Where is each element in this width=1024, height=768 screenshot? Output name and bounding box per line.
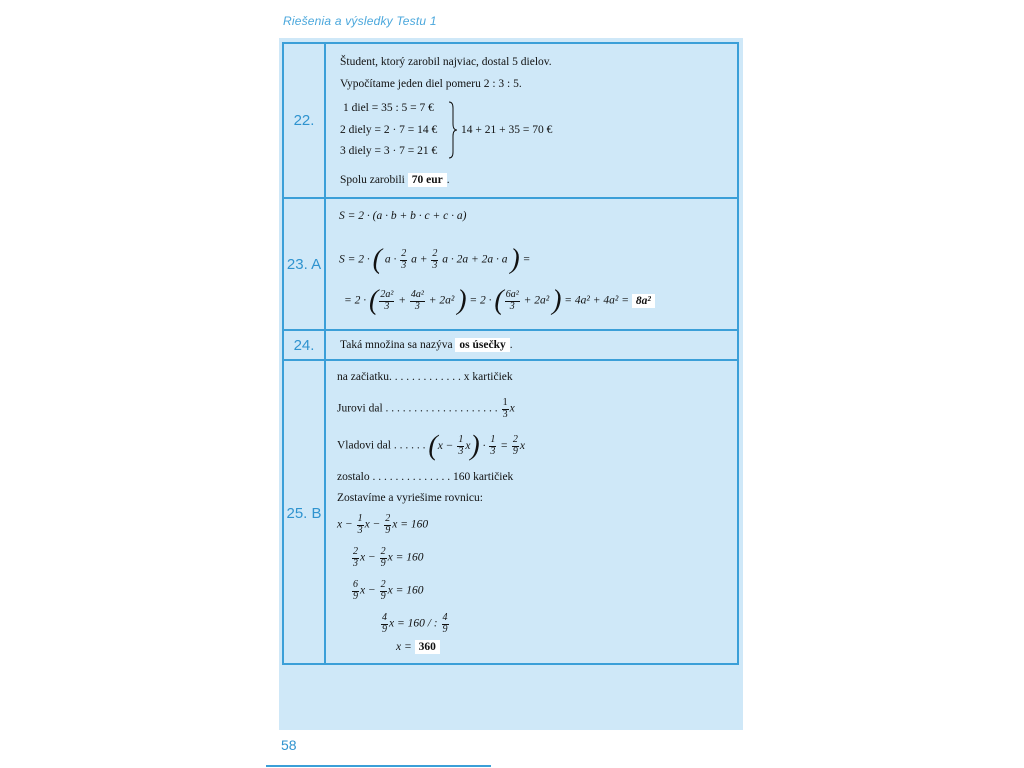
row-divider-24 bbox=[282, 359, 739, 361]
q25-row2-label: Jurovi dal . . . . . . . . . . . . . . . . . . . . bbox=[337, 402, 498, 415]
row-divider-22 bbox=[282, 197, 739, 199]
footer-rule bbox=[266, 765, 491, 767]
q23-answer-box: 8a² bbox=[632, 294, 655, 308]
q25-eq3: $\frac{6}{9}$ x − $\frac{2}{9}$ x = 160 bbox=[353, 579, 424, 602]
question-number-22: 22. bbox=[293, 112, 315, 129]
q22-line2: Vypočítame jeden diel pomeru 2 : 3 : 5. bbox=[340, 78, 522, 90]
question-number-25: 25. B bbox=[286, 505, 322, 522]
q24-end: . bbox=[509, 339, 513, 351]
q25-eq2: $\frac{2}{3}$ x − $\frac{2}{9}$ x = 160 bbox=[353, 546, 424, 569]
question-number-24: 24. bbox=[293, 337, 315, 354]
q25-eq1: x − $\frac{1}{3}$ x − $\frac{2}{9}$ x = 160 bbox=[337, 513, 429, 536]
row-divider-23 bbox=[282, 329, 739, 331]
q22-eq1: 1 diel = 35 : 5 = 7 € bbox=[343, 102, 434, 114]
q25-eq4: $\frac{4}{9}$ x = 160 / : $\frac{4}{9}$ bbox=[382, 612, 448, 635]
q24-answer-box: os úsečky bbox=[455, 338, 509, 352]
q22-line1: Študent, ktorý zarobil najviac, dostal 5 dielov. bbox=[340, 56, 552, 68]
q24-text: Taká množina sa nazýva bbox=[340, 339, 453, 351]
q25-row4: zostalo . . . . . . . . . . . . . . 160 kartičiek bbox=[337, 471, 514, 483]
q25-row5: Zostavíme a vyriešime rovnicu: bbox=[337, 492, 483, 504]
q23-line2: S = 2 · ( a · $\frac{2}{3}$ a + $\frac{2}{3}$ a · 2a + 2a · a ) = bbox=[339, 244, 531, 275]
q22-answer-box: 70 eur bbox=[408, 173, 447, 187]
page-number: 58 bbox=[281, 737, 297, 753]
q25-row3-label: Vladovi dal . . . . . . bbox=[337, 439, 426, 452]
q24-line bbox=[340, 340, 513, 352]
q22-total-label: Spolu zarobili bbox=[340, 174, 405, 186]
q22-eq2: 2 diely = 2 · 7 = 14 € bbox=[340, 124, 438, 136]
q22-brace bbox=[447, 100, 459, 160]
running-header: Riešenia a výsledky Testu 1 bbox=[283, 14, 437, 28]
q25-final-label: x = bbox=[396, 641, 412, 653]
q23-line1: S = 2 · (a · b + b · c + c · a) bbox=[339, 210, 467, 222]
q22-sum: 14 + 21 + 35 = 70 € bbox=[461, 124, 553, 136]
q22-eq3: 3 diely = 3 · 7 = 21 € bbox=[340, 145, 438, 157]
q22-total-end: . bbox=[446, 174, 450, 186]
q25-row2: Jurovi dal . . . . . . . . . . . . . . . . . . . . $\frac{1}{3}$ x bbox=[337, 397, 515, 420]
q25-answer-box: 360 bbox=[415, 640, 440, 654]
q25-row3: Vladovi dal . . . . . . (x − $\frac{1}{3}$ x) · $\frac{1}{3}$ = $\frac{2}{9}$ x bbox=[337, 430, 525, 461]
q25-row1: na začiatku. . . . . . . . . . . . . x kartičiek bbox=[337, 371, 513, 383]
q25-final bbox=[396, 642, 440, 654]
q23-line3: = 2 · ( $\frac{\text{2a²}}{3}$ + $\frac{\text{4a²}}{3}$ + 2a² ) = 2 · ( $\frac{\text{6a²}}{3}$ + 2a² ) = 4a² + 4a² = 8a² bbox=[344, 287, 655, 315]
q22-total bbox=[340, 175, 450, 187]
question-number-23: 23. A bbox=[286, 256, 322, 273]
